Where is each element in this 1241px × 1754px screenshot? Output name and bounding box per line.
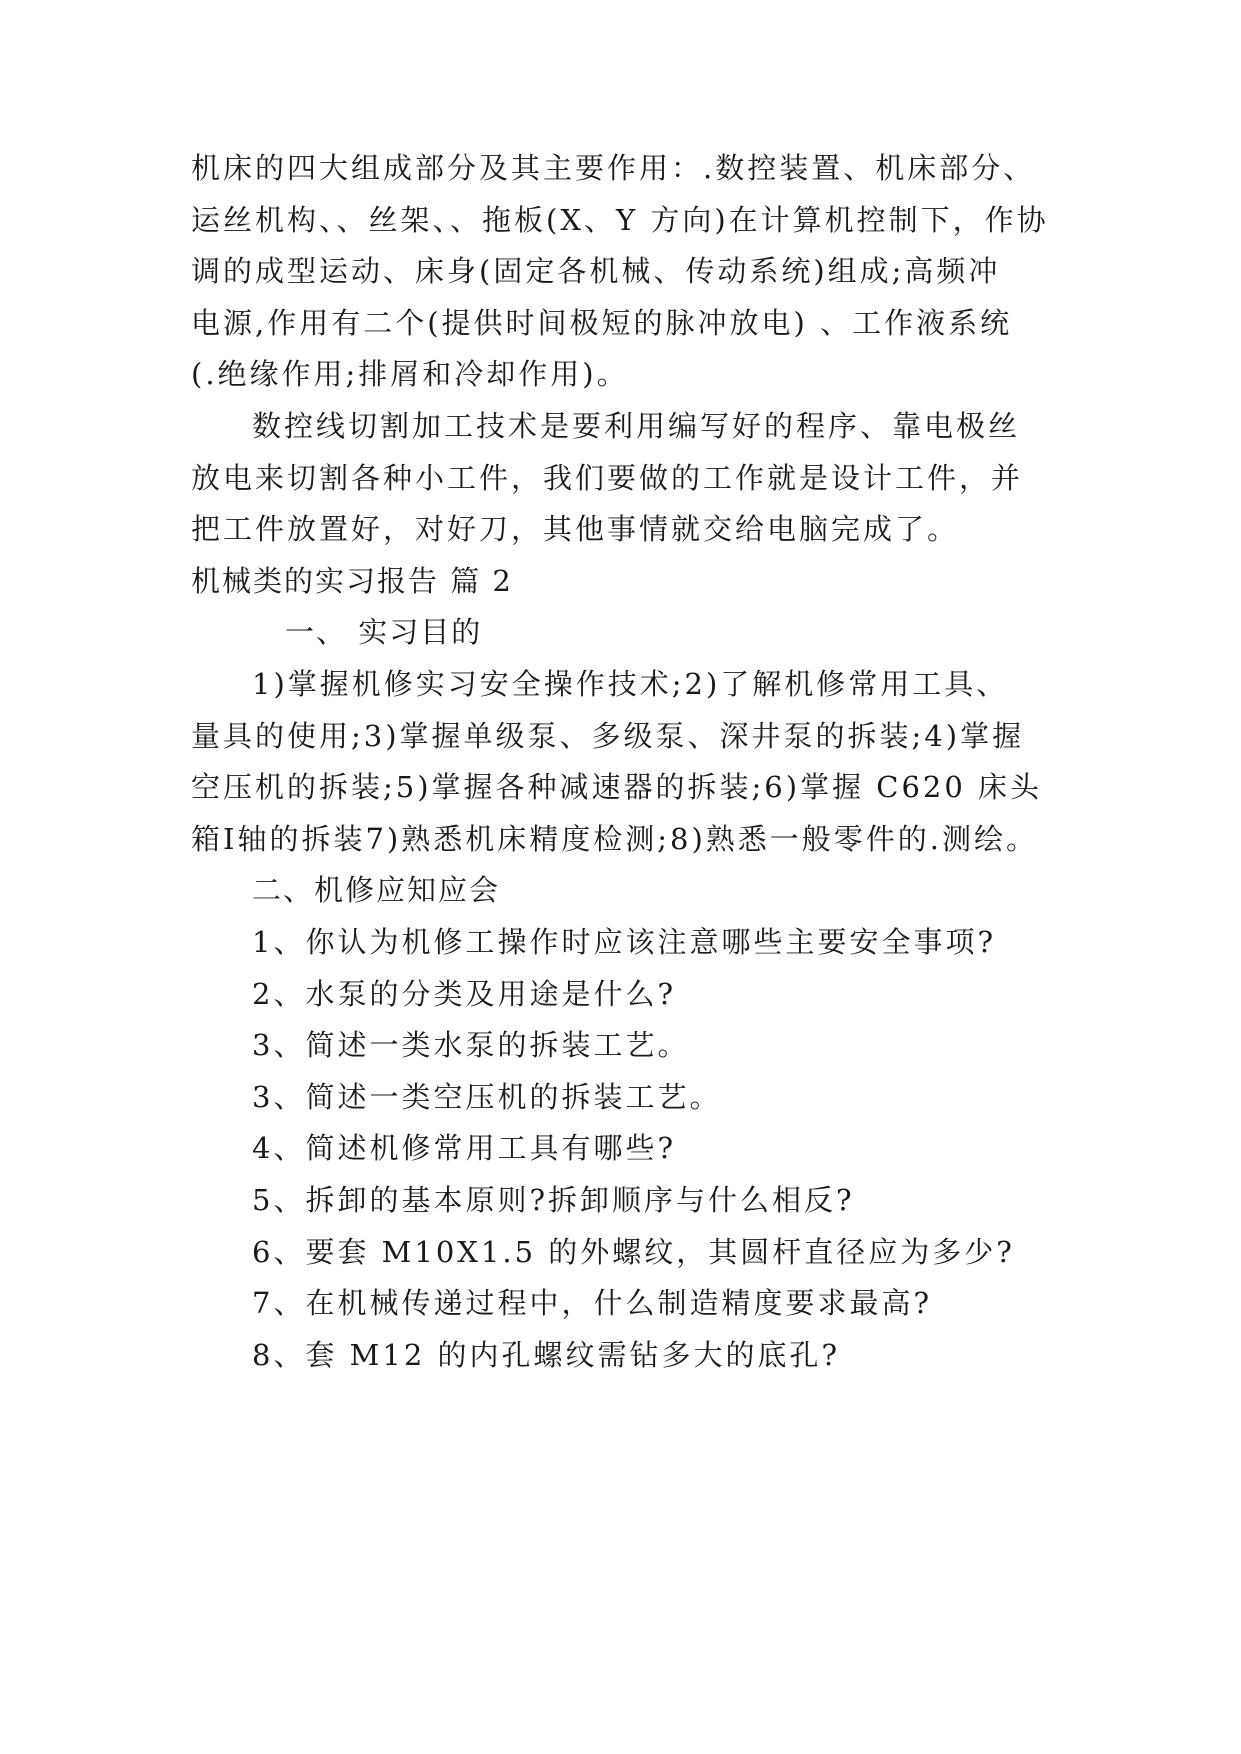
paragraph-2-line-3: 把工件放置好，对好刀，其他事情就交给电脑完成了。 (191, 512, 960, 546)
heading-must-know: 二、机修应知应会 (252, 873, 501, 907)
paragraph-1-line-3: 调的成型运动、床身(固定各机械、传动系统)组成;高频冲 (191, 254, 1001, 288)
question-item: 7、在机械传递过程中，什么制造精度要求最高? (252, 1286, 932, 1320)
paragraph-1-line-2: 运丝机构、、丝架、、拖板(X、Y 方向)在计算机控制下，作协 (191, 203, 1049, 237)
question-item: 5、拆卸的基本原则?拆卸顺序与什么相反? (252, 1183, 855, 1217)
paragraph-1-line-4: 电源,作用有二个(提供时间极短的脉冲放电) 、工作液系统 (191, 306, 1013, 340)
heading-practice-purpose: 一、 实习目的 (285, 615, 483, 649)
question-item: 6、要套 M10X1.5 的外螺纹，其圆杆直径应为多少? (252, 1235, 1015, 1269)
paragraph-3-line-2: 量具的使用;3)掌握单级泵、多级泵、深井泵的拆装;4)掌握 (191, 719, 1025, 753)
section-title: 机械类的实习报告 篇 2 (191, 564, 513, 598)
paragraph-3-line-3: 空压机的拆装;5)掌握各种减速器的拆装;6)掌握 C620 床头 (191, 770, 1043, 804)
paragraph-2-line-2: 放电来切割各种小工件，我们要做的工作就是设计工件，并 (191, 461, 1024, 495)
question-item: 2、水泵的分类及用途是什么? (252, 977, 676, 1011)
question-item: 3、简述一类水泵的拆装工艺。 (252, 1028, 690, 1062)
paragraph-1-line-5: (.绝缘作用;排屑和冷却作用)。 (191, 357, 629, 391)
question-item: 8、套 M12 的内孔螺纹需钻多大的底孔? (252, 1338, 841, 1372)
paragraph-1-line-1: 机床的四大组成部分及其主要作用：.数控装置、机床部分、 (191, 151, 1036, 185)
paragraph-3-line-1: 1)掌握机修实习安全操作技术;2)了解机修常用工具、 (252, 667, 1009, 701)
paragraph-3-line-4: 箱Ⅰ轴的拆装7)熟悉机床精度检测;8)熟悉一般零件的.测绘。 (191, 822, 1038, 856)
paragraph-2-line-1: 数控线切割加工技术是要利用编写好的程序、靠电极丝 (252, 409, 1021, 443)
question-item: 3、简述一类空压机的拆装工艺。 (252, 1080, 722, 1114)
question-item: 1、你认为机修工操作时应该注意哪些主要安全事项? (252, 925, 996, 959)
question-item: 4、简述机修常用工具有哪些? (252, 1131, 676, 1165)
